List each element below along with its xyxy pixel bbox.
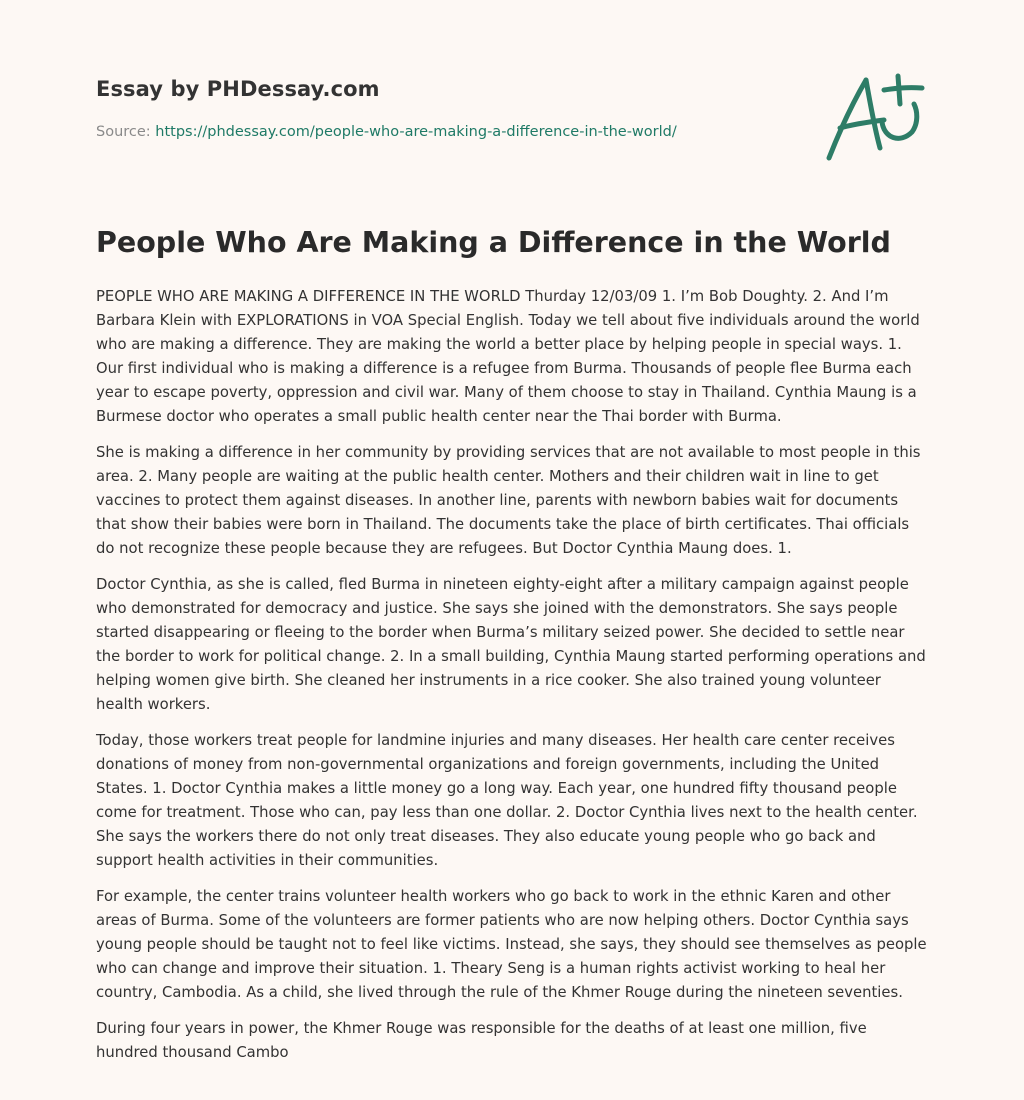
essay-paragraph: Doctor Cynthia, as she is called, fled Burma in nineteen eighty-eight after a military campaign against people who demonstrated for democracy and justice. She says she joined with the demonstrators. She says people started disappearing or fleeing to the border when Burma’s military seized power. She decided to settle near the border to work for political change. 2. In a small building, Cynthia Maung started performing operations and helping women give birth. She cleaned her instruments in a rice cooker. She also trained young volunteer health workers. <box>96 576 926 713</box>
source-link[interactable]: https://phdessay.com/people-who-are-making-a-difference-in-the-world/ <box>155 124 677 140</box>
essay-body <box>96 285 928 1077</box>
source-label: Source: <box>96 124 151 140</box>
essay-paragraph: PEOPLE WHO ARE MAKING A DIFFERENCE IN THE WORLD Thurday 12/03/09 1. I’m Bob Doughty. 2. And I’m Barbara Klein with EXPLORATIONS in VOA Special English. Today we tell about five individuals around the world who are making a difference. They are making the world a better place by helping people in special ways. 1. Our first individual who is making a difference is a refugee from Burma. Thousands of people flee Burma each year to escape poverty, oppression and civil war. Many of them choose to stay in Thailand. Cynthia Maung is a Burmese doctor who operates a small public health center near the Thai border with Burma. <box>96 288 920 425</box>
essay-paragraph: During four years in power, the Khmer Rouge was responsible for the deaths of at least one million, five hundred thousand Cambo <box>96 1020 867 1061</box>
site-title: Essay by PHDessay.com <box>96 77 380 101</box>
essay-paragraph: For example, the center trains volunteer health workers who go back to work in the ethnic Karen and other areas of Burma. Some of the volunteers are former patients who are now helping others. Doctor Cynthia says young people should be taught not to feel like victims. Instead, she says, they should see themselves as people who can change and improve their situation. 1. Theary Seng is a human rights activist working to heal her country, Cambodia. As a child, she lived through the rule of the Khmer Rouge during the nineteen seventies. <box>96 888 927 1001</box>
source-line <box>96 124 677 140</box>
essay-paragraph: She is making a difference in her community by providing services that are not available to most people in this area. 2. Many people are waiting at the public health center. Mothers and their children wait in line to get vaccines to protect them against diseases. In another line, parents with newborn babies wait for documents that show their babies were born in Thailand. The documents take the place of birth certificates. Thai officials do not recognize these people because they are refugees. But Doctor Cynthia Maung does. 1. <box>96 444 921 557</box>
essay-title: People Who Are Making a Difference in the World <box>96 226 891 259</box>
a-plus-logo-icon <box>822 68 928 166</box>
essay-paragraph: Today, those workers treat people for landmine injuries and many diseases. Her health care center receives donations of money from non-governmental organizations and foreign governments, including the United States. 1. Doctor Cynthia makes a little money go a long way. Each year, one hundred fifty thousand people come for treatment. Those who can, pay less than one dollar. 2. Doctor Cynthia lives next to the health center. She says the workers there do not only treat diseases. They also educate young people who go back and support health activities in their communities. <box>96 732 918 869</box>
